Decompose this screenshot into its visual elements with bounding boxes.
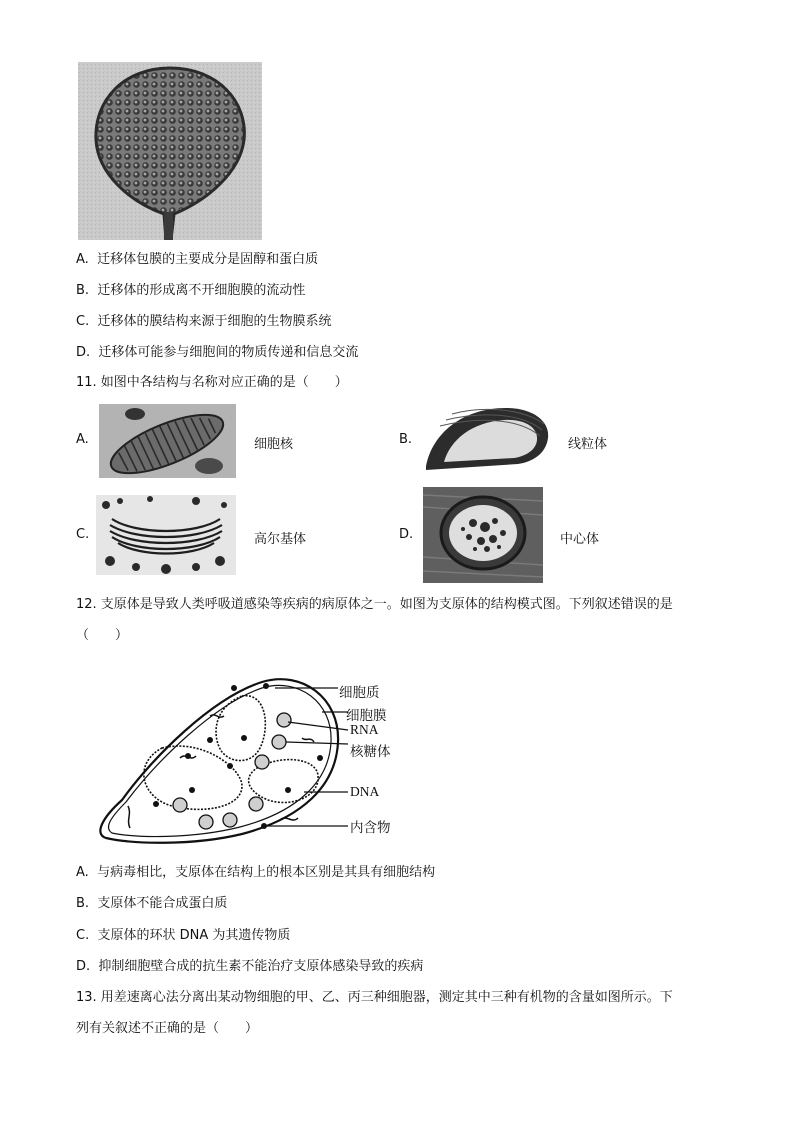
- q12-option-d: D. 抑制细胞壁合成的抗生素不能治疗支原体感染导致的疾病: [76, 959, 424, 974]
- q11-option-c-letter: C.: [76, 527, 90, 542]
- q10-option-a: A. 迁移体包膜的主要成分是固醇和蛋白质: [76, 252, 319, 267]
- q11-option-b-name: 线粒体: [568, 437, 608, 452]
- migrasome-micrograph: [78, 62, 262, 240]
- q11-option-a-name: 细胞核: [254, 437, 294, 452]
- q10-option-c: C. 迁移体的膜结构来源于细胞的生物膜系统: [76, 314, 332, 329]
- q11-image-c: [96, 495, 236, 575]
- label-rna: RNA: [350, 722, 379, 737]
- label-cell-membrane: 细胞膜: [346, 708, 387, 724]
- mycoplasma-diagram: [92, 668, 352, 848]
- q10-option-b: B. 迁移体的形成离不开细胞膜的流动性: [76, 283, 306, 298]
- label-inclusion: 内含物: [350, 820, 391, 836]
- q11-image-a: [99, 404, 236, 478]
- q12-option-b: B. 支原体不能合成蛋白质: [76, 896, 228, 911]
- q12-option-c: C. 支原体的环状 DNA 为其遗传物质: [76, 928, 291, 943]
- q13-stem-line1: 13. 用差速离心法分离出某动物细胞的甲、乙、丙三种细胞器，测定其中三种有机物的含量如图所示。下: [76, 990, 673, 1005]
- q11-image-d: [423, 487, 543, 583]
- q11-option-d-letter: D.: [399, 527, 414, 542]
- q10-option-d: D. 迁移体可能参与细胞间的物质传递和信息交流: [76, 345, 359, 360]
- label-dna: DNA: [350, 784, 380, 799]
- q11-image-b: [422, 404, 552, 472]
- q12-option-a: A. 与病毒相比，支原体在结构上的根本区别是其具有细胞结构: [76, 865, 436, 880]
- q11-option-c-name: 高尔基体: [254, 532, 307, 547]
- q11-stem: 11. 如图中各结构与名称对应正确的是（ ）: [76, 375, 348, 390]
- label-cytoplasm: 细胞质: [339, 685, 380, 701]
- label-ribosome: 核糖体: [350, 744, 391, 760]
- q11-option-d-name: 中心体: [560, 532, 600, 547]
- q13-stem-line2: 列有关叙述不正确的是（ ）: [76, 1021, 259, 1036]
- q12-stem-line2: （ ）: [76, 628, 129, 643]
- q12-stem-line1: 12. 支原体是导致人类呼吸道感染等疾病的病原体之一。如图为支原体的结构模式图。下列叙述错误的是: [76, 597, 673, 612]
- q11-option-a-letter: A.: [76, 432, 89, 447]
- q11-option-b-letter: B.: [399, 432, 413, 447]
